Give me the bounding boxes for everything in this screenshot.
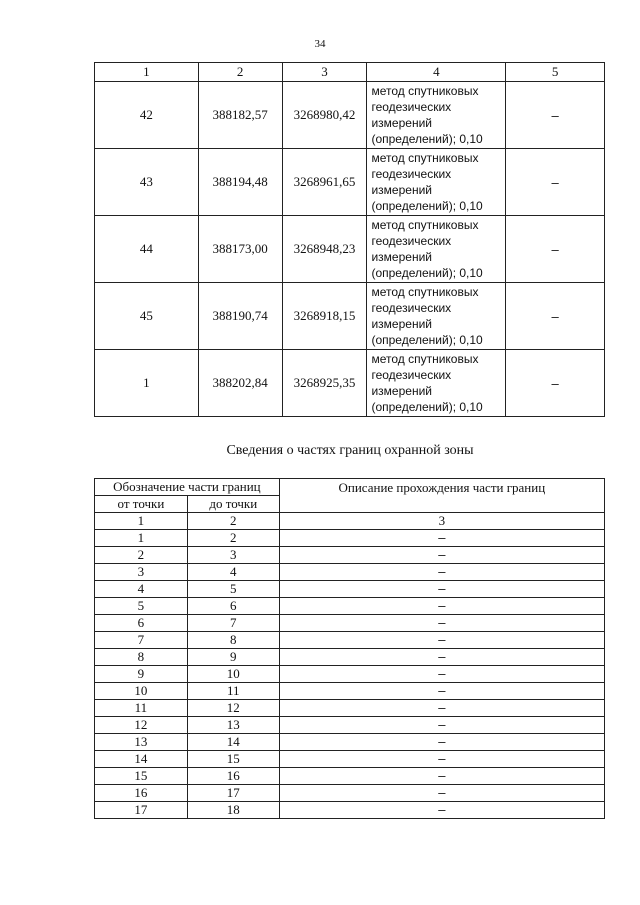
- x-coordinate: 388190,74: [198, 283, 282, 350]
- method-description: метод спутниковых геодезических измерений (определений); 0,10: [367, 283, 506, 350]
- boundary-parts-table: [94, 478, 605, 819]
- part-description: –: [279, 768, 604, 785]
- from-point: 6: [95, 615, 188, 632]
- method-description: метод спутниковых геодезических измерений (определений); 0,10: [367, 149, 506, 216]
- from-point: 9: [95, 666, 188, 683]
- table-row: [95, 717, 605, 734]
- to-point: 12: [187, 700, 279, 717]
- table-row: [95, 666, 605, 683]
- part-description: –: [279, 547, 604, 564]
- header-to-point: до точки: [187, 496, 279, 513]
- table-row: [95, 283, 605, 350]
- part-description: –: [279, 666, 604, 683]
- point-number: 42: [95, 82, 199, 149]
- to-point: 16: [187, 768, 279, 785]
- x-coordinate: 388194,48: [198, 149, 282, 216]
- column-number: 2: [187, 513, 279, 530]
- to-point: 18: [187, 802, 279, 819]
- table-row: [95, 751, 605, 768]
- x-coordinate: 388173,00: [198, 216, 282, 283]
- part-description: –: [279, 785, 604, 802]
- from-point: 12: [95, 717, 188, 734]
- part-description: –: [279, 632, 604, 649]
- table-row: [95, 632, 605, 649]
- from-point: 15: [95, 768, 188, 785]
- table-row: [95, 700, 605, 717]
- column-header: 2: [198, 63, 282, 82]
- table-row: [95, 785, 605, 802]
- table-header-row: [95, 479, 605, 496]
- column-numbering-row: [95, 513, 605, 530]
- x-coordinate: 388182,57: [198, 82, 282, 149]
- table-row: [95, 216, 605, 283]
- table-row: [95, 82, 605, 149]
- note-cell: –: [506, 350, 605, 417]
- table-row: [95, 547, 605, 564]
- y-coordinate: 3268918,15: [282, 283, 367, 350]
- y-coordinate: 3268961,65: [282, 149, 367, 216]
- y-coordinate: 3268980,42: [282, 82, 367, 149]
- to-point: 17: [187, 785, 279, 802]
- part-description: –: [279, 751, 604, 768]
- part-description: –: [279, 615, 604, 632]
- from-point: 16: [95, 785, 188, 802]
- from-point: 14: [95, 751, 188, 768]
- to-point: 10: [187, 666, 279, 683]
- x-coordinate: 388202,84: [198, 350, 282, 417]
- table-row: [95, 149, 605, 216]
- table-row: [95, 768, 605, 785]
- part-description: –: [279, 717, 604, 734]
- from-point: 17: [95, 802, 188, 819]
- from-point: 7: [95, 632, 188, 649]
- column-header: 1: [95, 63, 199, 82]
- column-header: 3: [282, 63, 367, 82]
- table-row: [95, 615, 605, 632]
- to-point: 11: [187, 683, 279, 700]
- to-point: 9: [187, 649, 279, 666]
- to-point: 6: [187, 598, 279, 615]
- table-row: [95, 734, 605, 751]
- to-point: 7: [187, 615, 279, 632]
- from-point: 3: [95, 564, 188, 581]
- table-row: [95, 683, 605, 700]
- part-description: –: [279, 564, 604, 581]
- table-row: [95, 598, 605, 615]
- note-cell: –: [506, 82, 605, 149]
- point-number: 44: [95, 216, 199, 283]
- table-row: [95, 530, 605, 547]
- to-point: 14: [187, 734, 279, 751]
- header-from-point: от точки: [95, 496, 188, 513]
- method-description: метод спутниковых геодезических измерений (определений); 0,10: [367, 82, 506, 149]
- to-point: 8: [187, 632, 279, 649]
- from-point: 10: [95, 683, 188, 700]
- header-boundary-part: Обозначение части границ: [95, 479, 280, 496]
- method-description: метод спутниковых геодезических измерений (определений); 0,10: [367, 216, 506, 283]
- page-number: 34: [314, 38, 326, 50]
- coordinates-table: [94, 62, 605, 417]
- point-number: 43: [95, 149, 199, 216]
- to-point: 4: [187, 564, 279, 581]
- from-point: 13: [95, 734, 188, 751]
- from-point: 5: [95, 598, 188, 615]
- table-row: [95, 350, 605, 417]
- column-number: 1: [95, 513, 188, 530]
- part-description: –: [279, 700, 604, 717]
- y-coordinate: 3268925,35: [282, 350, 367, 417]
- table-header-row: [95, 63, 605, 82]
- point-number: 1: [95, 350, 199, 417]
- note-cell: –: [506, 283, 605, 350]
- column-number: 3: [279, 513, 604, 530]
- part-description: –: [279, 530, 604, 547]
- header-description: Описание прохождения части границ: [279, 479, 604, 513]
- section-title: Сведения о частях границ охранной зоны: [226, 443, 474, 458]
- part-description: –: [279, 649, 604, 666]
- table-row: [95, 649, 605, 666]
- from-point: 8: [95, 649, 188, 666]
- y-coordinate: 3268948,23: [282, 216, 367, 283]
- to-point: 15: [187, 751, 279, 768]
- from-point: 2: [95, 547, 188, 564]
- to-point: 2: [187, 530, 279, 547]
- from-point: 11: [95, 700, 188, 717]
- from-point: 1: [95, 530, 188, 547]
- note-cell: –: [506, 216, 605, 283]
- part-description: –: [279, 581, 604, 598]
- table-row: [95, 564, 605, 581]
- to-point: 3: [187, 547, 279, 564]
- note-cell: –: [506, 149, 605, 216]
- column-header: 4: [367, 63, 506, 82]
- to-point: 5: [187, 581, 279, 598]
- part-description: –: [279, 683, 604, 700]
- part-description: –: [279, 598, 604, 615]
- part-description: –: [279, 802, 604, 819]
- from-point: 4: [95, 581, 188, 598]
- table-row: [95, 581, 605, 598]
- to-point: 13: [187, 717, 279, 734]
- point-number: 45: [95, 283, 199, 350]
- column-header: 5: [506, 63, 605, 82]
- part-description: –: [279, 734, 604, 751]
- method-description: метод спутниковых геодезических измерений (определений); 0,10: [367, 350, 506, 417]
- table-row: [95, 802, 605, 819]
